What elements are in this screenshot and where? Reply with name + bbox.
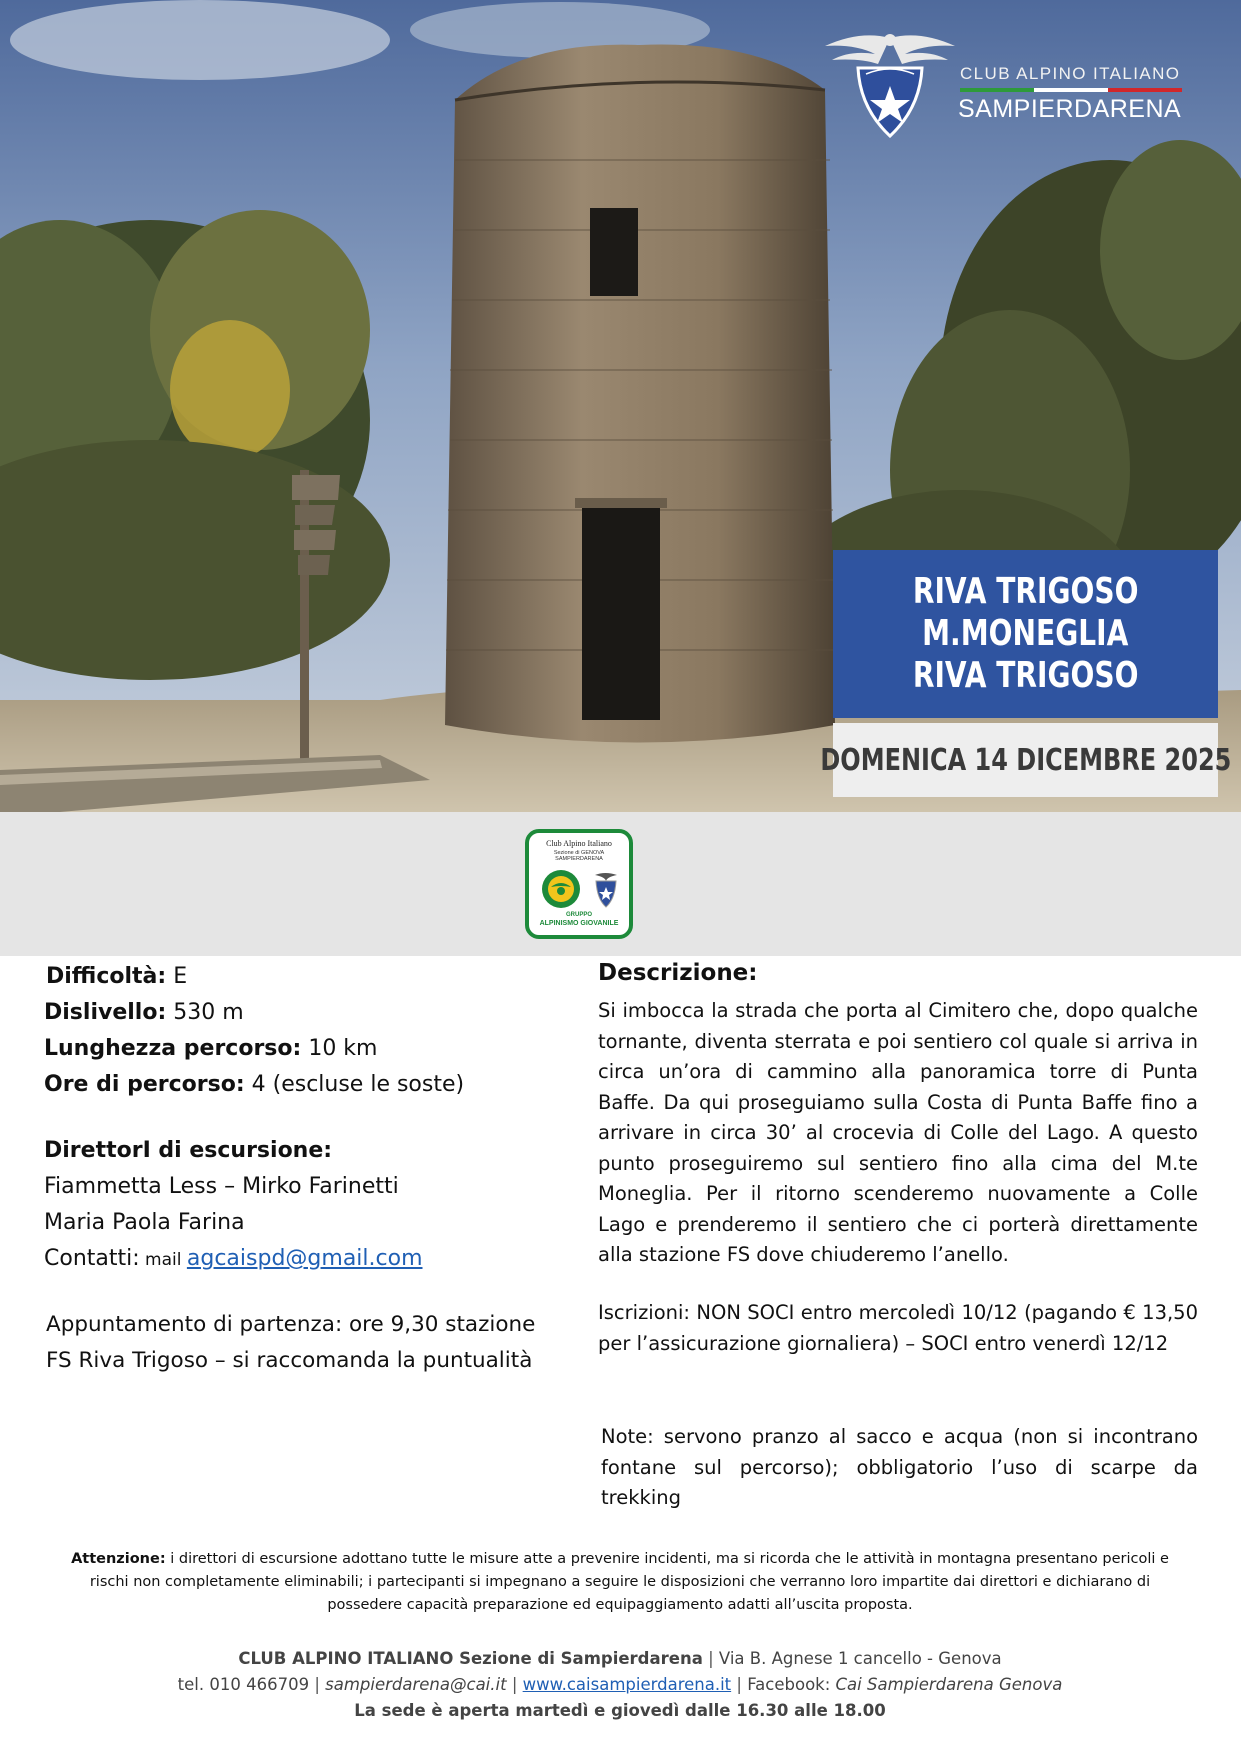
- footer-facebook[interactable]: Cai Sampierdarena Genova: [835, 1675, 1063, 1694]
- event-title-line-1: RIVA TRIGOSO: [912, 571, 1139, 612]
- event-title-line-2: M.MONEGLIA: [922, 613, 1129, 654]
- badge-line3: SAMPIERDARENA: [555, 856, 603, 862]
- org-name-line2: SAMPIERDARENA: [958, 95, 1182, 123]
- description-body: Si imbocca la strada che porta al Cimitero che, dopo qualche tornante, diventa sterrata e poi sentiero col quale si arriva in circa un’ora di cammino alla panoramica torre di Punta Baffe. Da qui proseguiamo sulla Costa di Punta Baffe fino a arrivare in circa 30’ al crocevia di Colle del Lago. A questo punto proseguiremo sul sentiero fino alla cima del M.te Moneglia. Per il ritorno scenderemo nuovamente a Colle Lago e prenderemo il sentiero che ci porterà direttamente alla stazione FS dove chiuderemo l’anello.: [598, 999, 1198, 1266]
- event-title-box: [833, 550, 1218, 718]
- contacts-mail-label: mail: [139, 1250, 187, 1270]
- elevation-row: [44, 1000, 244, 1025]
- directors-label: DirettorI di escursione:: [44, 1138, 333, 1163]
- footer-line1: CLUB ALPINO ITALIANO Sezione di Sampierdarena | Via B. Agnese 1 cancello - Genova: [238, 1649, 1002, 1668]
- warning-text: i direttori di escursione adottano tutte le misure atte a prevenire incidenti, ma si ricorda che le attività in montagna presentano pericoli e rischi non completamente eliminabili; i partecipanti si impegnano a seguire le disposizioni che verranno loro impartite dai direttori e dichiarano di possedere capacità preparazione ed equipaggiamento adatti all’uscita proposta.: [89, 1551, 1169, 1613]
- length-label: Lunghezza percorso:: [44, 1036, 302, 1061]
- event-date: DOMENICA 14 DICEMBRE 2025: [820, 742, 1232, 778]
- elevation-label: Dislivello:: [44, 1000, 167, 1025]
- alpinismo-giovanile-badge: [525, 829, 633, 939]
- hours-row: [44, 1072, 464, 1097]
- difficulty-label: Difficoltà:: [46, 964, 167, 989]
- warning-label: Attenzione:: [71, 1551, 166, 1567]
- contacts-row: [44, 1246, 423, 1271]
- footer-org: CLUB ALPINO ITALIANO Sezione di Sampierdarena: [238, 1649, 703, 1668]
- badge-line1: Club Alpino Italiano: [546, 839, 612, 848]
- hours-label: Ore di percorso:: [44, 1072, 245, 1097]
- badge-line2: Sezione di GENOVA: [553, 850, 605, 856]
- notes-text: Note: servono pranzo al sacco e acqua (non si incontrano fontane sul percorso); obbligatorio l’uso di scarpe da trekking: [601, 1425, 1198, 1509]
- footer-hours: La sede è aperta martedì e giovedì dalle 16.30 alle 18.00: [354, 1701, 886, 1720]
- contacts-email-link[interactable]: agcaispd@gmail.com: [186, 1246, 423, 1271]
- footer-line2: tel. 010 466709 | sampierdarena@cai.it | www.caisampierdarena.it | Facebook: Cai Sampierdarena Genova: [177, 1675, 1063, 1694]
- contacts-label: Contatti:: [44, 1246, 140, 1271]
- cai-eagle-shield-icon: [820, 28, 960, 138]
- org-name-line1: CLUB ALPINO ITALIANO: [960, 64, 1181, 83]
- hours-value: 4 (escluse le soste): [244, 1072, 465, 1097]
- directors-line1: Fiammetta Less – Mirko Farinetti: [44, 1174, 399, 1199]
- footer-phone: tel. 010 466709: [177, 1675, 310, 1694]
- footer-email[interactable]: sampierdarena@cai.it: [325, 1675, 507, 1694]
- badge-emblems-icon: [537, 865, 629, 911]
- directors-label-row: [44, 1138, 332, 1163]
- elevation-value: 530 m: [166, 1000, 244, 1025]
- badge-line4: GRUPPO: [565, 912, 592, 918]
- description-title: Descrizione:: [598, 960, 758, 986]
- directors-line2: Maria Paola Farina: [44, 1210, 245, 1235]
- footer-website-link[interactable]: www.caisampierdarena.it: [522, 1675, 732, 1694]
- footer: [60, 1646, 1180, 1724]
- badge-line5: ALPINISMO GIOVANILE: [539, 920, 619, 927]
- difficulty-row: [46, 964, 187, 989]
- length-row: [44, 1036, 377, 1061]
- difficulty-value: E: [166, 964, 188, 989]
- event-date-box: [820, 723, 1232, 797]
- meeting-line2: FS Riva Trigoso – si raccomanda la puntualità: [46, 1348, 533, 1373]
- registration-text: Iscrizioni: NON SOCI entro mercoledì 10/12 (pagando € 13,50 per l’assicurazione giornaliera) – SOCI entro venerdì 12/12: [598, 1301, 1198, 1355]
- footer-line3: [60, 1698, 1180, 1724]
- italian-flag-stripe: [960, 88, 1182, 92]
- footer-address: Via B. Agnese 1 cancello - Genova: [718, 1649, 1002, 1668]
- footer-facebook-label: Facebook:: [741, 1675, 836, 1694]
- meeting-line1: Appuntamento di partenza: ore 9,30 stazione: [46, 1312, 536, 1337]
- event-title-line-3: RIVA TRIGOSO: [912, 655, 1139, 696]
- warning-notice: [60, 1548, 1180, 1617]
- length-value: 10 km: [301, 1036, 378, 1061]
